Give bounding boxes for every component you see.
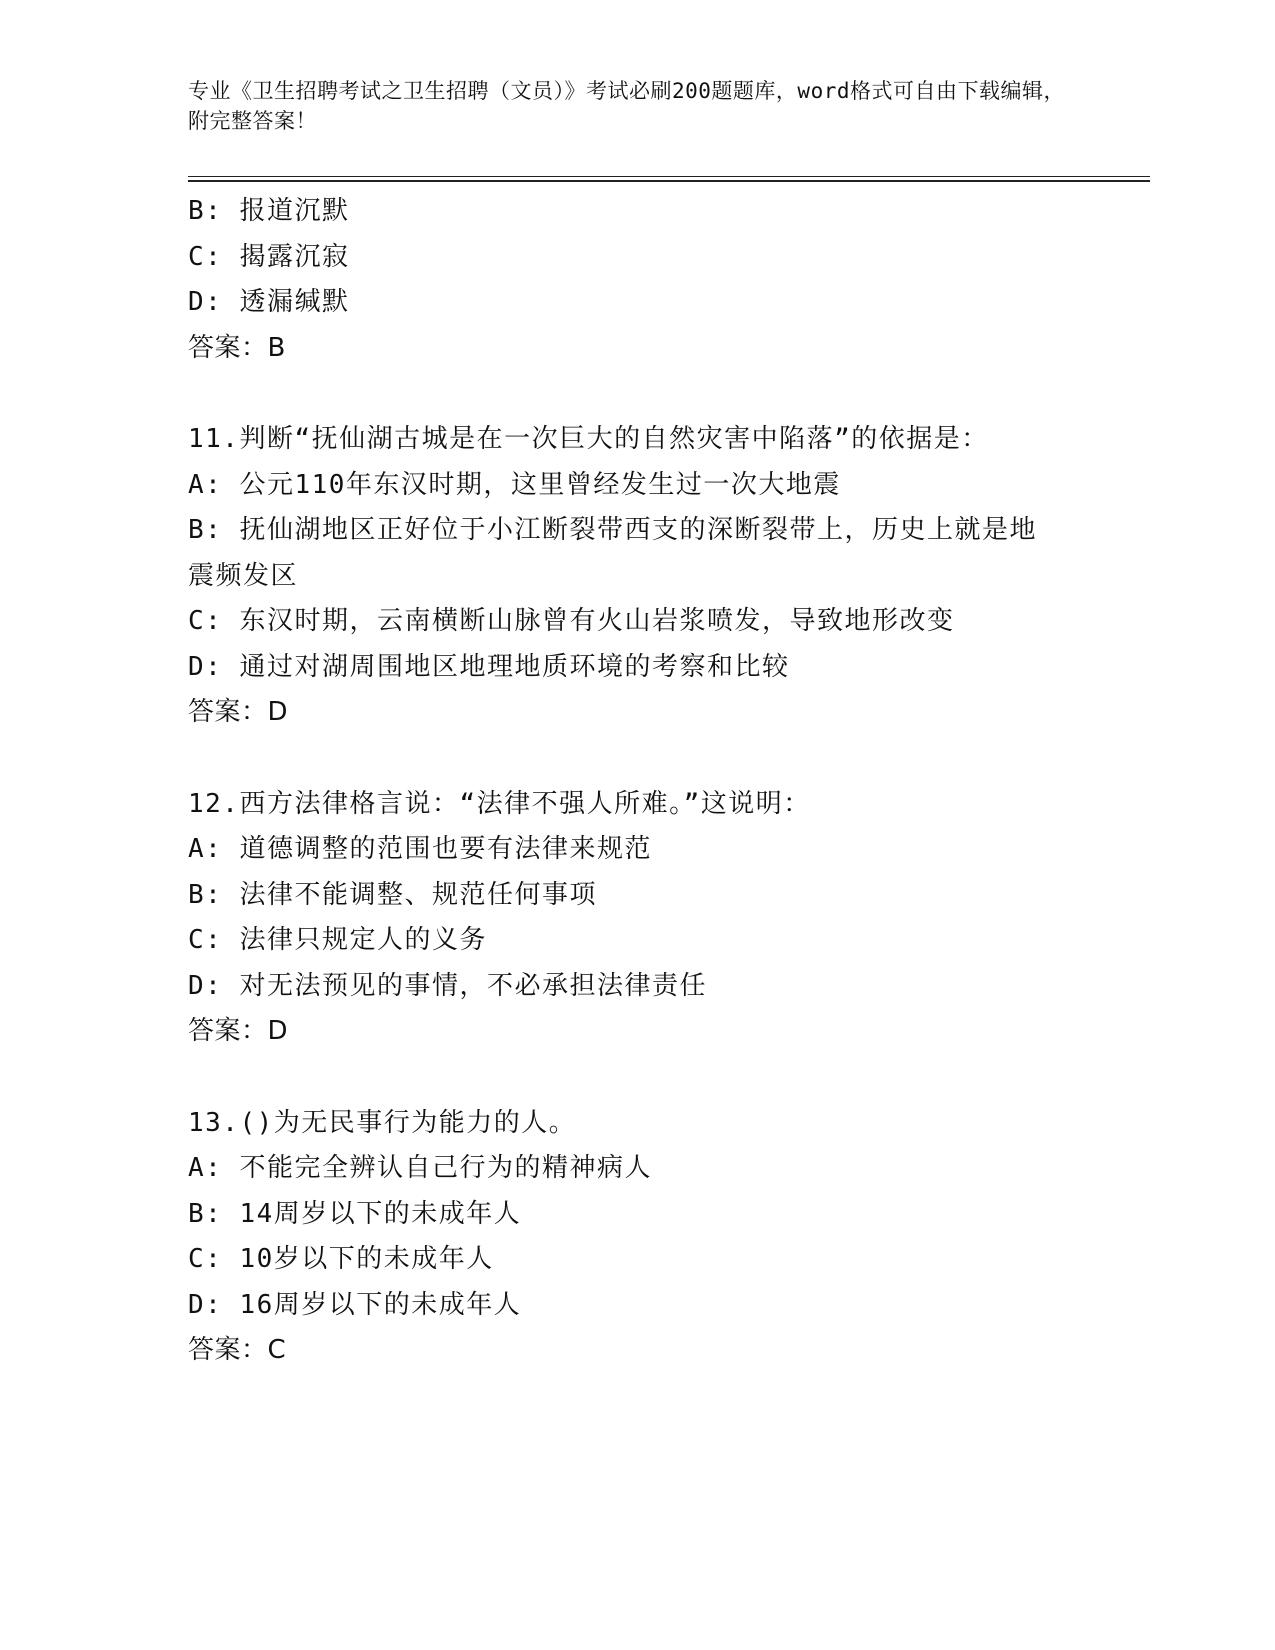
option-line: B: 报道沉默 (188, 196, 350, 226)
question-stem: 13.()为无民事行为能力的人。 (188, 1107, 577, 1138)
question-13 (188, 1101, 1088, 1374)
option-line: D: 透漏缄默 (188, 287, 350, 317)
option-line: B: 法律不能调整、规范任何事项 (188, 879, 597, 910)
question-stem: 12.西方法律格言说：“法律不强人所难。”这说明： (188, 788, 811, 819)
option-line: B: 抚仙湖地区正好位于小江断裂带西支的深断裂带上，历史上就是地 (188, 515, 1037, 545)
option-line: D: 对无法预见的事情，不必承担法律责任 (188, 970, 707, 1001)
spacer (188, 736, 1088, 782)
previous-question-tail (188, 189, 1088, 371)
option-line-continuation: 震频发区 (188, 560, 299, 591)
option-line: C: 东汉时期，云南横断山脉曾有火山岩浆喷发，导致地形改变 (188, 606, 955, 636)
option-line: D: 16周岁以下的未成年人 (188, 1289, 522, 1320)
option-line: B: 14周岁以下的未成年人 (188, 1198, 522, 1229)
option-line: C: 揭露沉寂 (188, 241, 350, 272)
option-line: A: 道德调整的范围也要有法律来规范 (188, 834, 652, 864)
document-header: 专业《卫生招聘考试之卫生招聘（文员）》考试必刷200题题库，word格式可自由下载编辑，附完整答案！ (188, 79, 1065, 133)
header-rule-thick (188, 180, 1150, 182)
question-12 (188, 782, 1088, 1055)
question-content (188, 189, 1088, 1374)
answer-line: 答案：D (188, 1016, 289, 1046)
header-rule-thin (188, 176, 1150, 177)
answer-line: 答案：B (188, 332, 286, 363)
option-line: A: 公元110年东汉时期，这里曾经发生过一次大地震 (188, 469, 841, 500)
spacer (188, 371, 1088, 417)
option-line: D: 通过对湖周围地区地理地质环境的考察和比较 (188, 651, 790, 682)
question-11 (188, 417, 1088, 736)
option-line: C: 10岁以下的未成年人 (188, 1244, 494, 1274)
option-line: A: 不能完全辨认自己行为的精神病人 (188, 1153, 652, 1183)
spacer (188, 1055, 1088, 1101)
answer-line: 答案：C (188, 1335, 287, 1365)
option-line: C: 法律只规定人的义务 (188, 925, 487, 955)
question-stem: 11.判断“抚仙湖古城是在一次巨大的自然灾害中陷落”的依据是： (188, 424, 989, 454)
answer-line: 答案：D (188, 697, 289, 727)
